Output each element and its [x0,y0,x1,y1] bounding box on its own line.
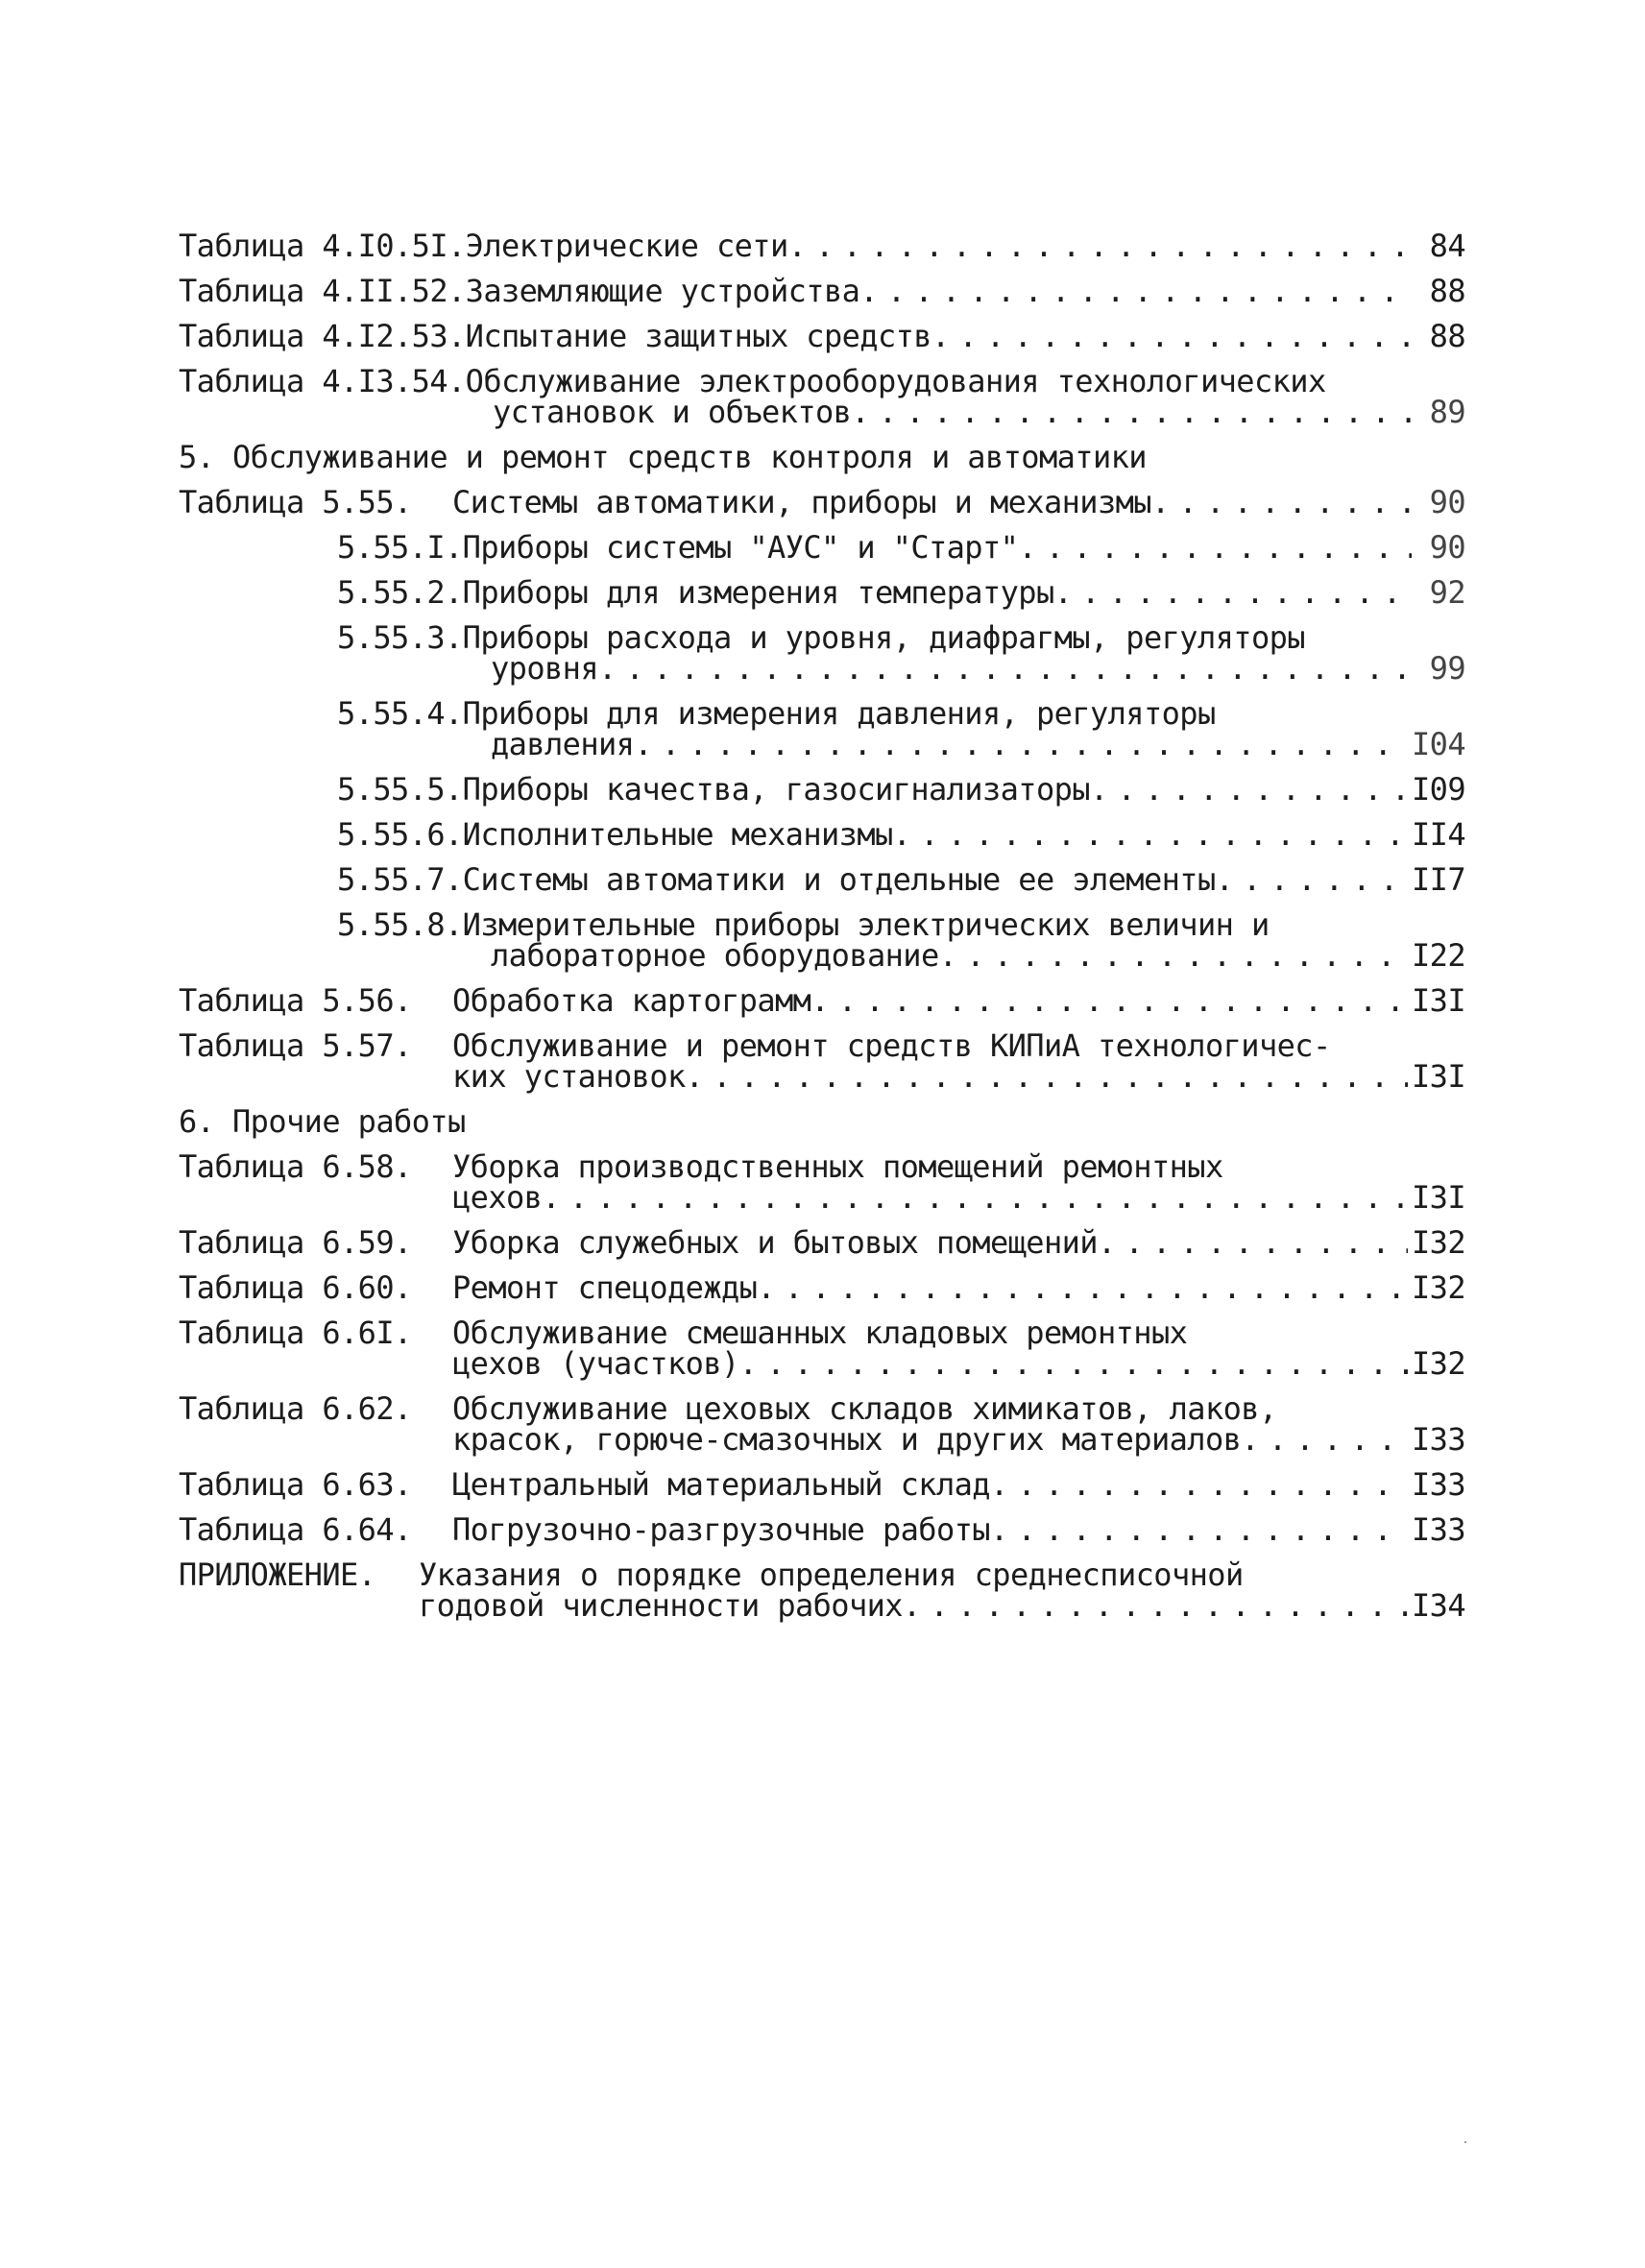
leader-dots [810,985,1408,1016]
toc-entry-page: I33 [1412,1421,1465,1458]
toc-entry-label: Таблица 6.63. [179,1466,412,1503]
toc-entry[interactable] [179,982,1465,1019]
toc-entry-page: II7 [1412,861,1465,898]
section-heading-text: 5. Обслуживание и ремонт средств контроля и автоматики [179,439,1147,475]
toc-subentry-num: 5.55.7. [337,861,463,898]
leader-dots [851,397,1412,427]
toc-entry[interactable] [179,1224,1465,1261]
toc-subentry[interactable] [179,861,1465,898]
toc-entry-page: I22 [1412,937,1465,974]
toc-entry-label: Таблица 6.59. [179,1224,412,1261]
toc-subentry-title: Приборы расхода и уровня, диафрагмы, регуляторы [462,619,1305,656]
leader-dots [634,729,1408,760]
toc-subentry-num: 5.55.6. [337,816,463,853]
leader-dots [1216,864,1408,895]
toc-entry-label: Таблица 4.I2.53. [179,318,466,354]
toc-entry-page: 99 [1429,650,1465,687]
toc-entry-page: 89 [1429,394,1465,430]
toc-entry-label: Таблица 5.56. [179,982,412,1019]
toc-entry-title: Электрические сети [465,228,788,264]
toc-entry-page: 88 [1429,273,1465,309]
toc-subentry-title-cont: лабораторное оборудование [491,937,939,974]
toc-entry-label: Таблица 6.6I. [179,1315,412,1351]
toc-entry[interactable] [179,273,1465,309]
toc-entry-label: Таблица 5.55. [179,484,412,520]
toc-subentry[interactable] [179,816,1465,853]
leader-dots [686,1061,1408,1092]
toc-subentry-num: 5.55.5. [337,771,463,808]
toc-subentry-title: Приборы для измерения давления, регуляторы [462,695,1216,732]
toc-entry-page: I3I [1412,982,1465,1019]
toc-subentry-title: Приборы качества, газосигнализаторы [462,771,1090,808]
leader-dots [1090,774,1408,805]
toc-entry-page: I04 [1412,726,1465,762]
toc-subentry-title: Приборы для измерения температуры [462,574,1054,611]
leader-dots [598,653,1412,684]
toc-entry-title-cont: цехов [452,1179,543,1216]
toc-subentry[interactable] [179,574,1465,611]
toc-entry-page: I3I [1412,1179,1465,1216]
table-of-contents [179,230,1465,1635]
toc-entry-page: 92 [1429,574,1465,611]
scan-speck [1464,2141,1466,2143]
toc-entry-label: ПРИЛОЖЕНИЕ. [179,1556,376,1593]
toc-subentry-num: 5.55.2. [337,574,463,611]
toc-entry-page: I32 [1412,1224,1465,1261]
leader-dots [893,819,1408,850]
toc-subentry-num: 5.55.3. [337,619,463,656]
leader-dots [990,1469,1408,1500]
leader-dots [903,1590,1408,1621]
toc-entry-title: Обслуживание цеховых складов химикатов, лаков, [452,1390,1277,1427]
toc-entry-title-cont: красок, горюче-смазочных и других материалов [452,1421,1242,1458]
toc-entry[interactable] [179,228,1465,264]
toc-entry-title: Обслуживание и ремонт средств КИПиА технологичес- [452,1027,1331,1064]
leader-dots [1018,532,1412,563]
toc-entry-label: Таблица 6.62. [179,1390,412,1427]
toc-entry-title: Системы автоматики, приборы и механизмы [452,484,1151,520]
toc-entry[interactable] [179,1511,1465,1548]
toc-entry[interactable] [179,484,1465,520]
toc-entry-title: Заземляющие устройства [465,273,860,309]
toc-entry-page: 90 [1429,529,1465,566]
leader-dots [1054,577,1412,608]
toc-entry[interactable] [179,1466,1465,1503]
toc-entry-title-cont: годовой численности рабочих [419,1587,903,1624]
toc-entry-page: I3I [1412,1058,1465,1095]
section-heading[interactable] [179,1103,1465,1140]
toc-entry-title: Ремонт спецодежды [452,1269,758,1306]
section-heading[interactable] [179,439,1465,475]
toc-entry-title: Указания о порядке определения среднесписочной [419,1556,1244,1593]
leader-dots [931,321,1412,351]
leader-dots [1098,1227,1408,1258]
toc-entry-title: Обработка картограмм [452,982,811,1019]
toc-entry[interactable] [179,318,1465,354]
leader-dots [1241,1424,1408,1455]
leader-dots [990,1514,1408,1545]
toc-entry-title-cont: установок и объектов [493,394,852,430]
leader-dots [1151,487,1412,518]
toc-subentry-title-cont: уровня [491,650,598,687]
toc-entry-page: 84 [1429,228,1465,264]
toc-subentry-title: Измерительные приборы электрических величин и [462,906,1270,943]
leader-dots [939,940,1408,971]
toc-entry-title: Обслуживание смешанных кладовых ремонтных [452,1315,1188,1351]
toc-entry-title: Центральный материальный склад [452,1466,990,1503]
toc-entry[interactable] [179,1315,1465,1382]
toc-entry-label: Таблица 6.58. [179,1148,412,1185]
toc-entry-page: I32 [1412,1269,1465,1306]
toc-subentry[interactable] [179,771,1465,808]
toc-subentry-title: Исполнительные механизмы [462,816,893,853]
toc-subentry[interactable] [179,695,1465,762]
toc-subentry[interactable] [179,906,1465,974]
section-heading-text: 6. Прочие работы [179,1103,466,1140]
toc-entry-title-cont: ких установок [452,1058,686,1095]
toc-entry-page: II4 [1412,816,1465,853]
toc-entry-title-cont: цехов (участков) [452,1345,739,1382]
toc-entry-label: Таблица 4.I0.5I. [179,228,466,264]
toc-subentry-num: 5.55.8. [337,906,463,943]
toc-entry-title: Погрузочно-разгрузочные работы [452,1511,990,1548]
leader-dots [739,1348,1408,1379]
leader-dots [757,1272,1408,1303]
toc-entry[interactable] [179,1148,1465,1216]
toc-entry-page: I33 [1412,1466,1465,1503]
toc-entry-title: Испытание защитных средств [465,318,931,354]
toc-entry-appendix[interactable] [179,1556,1465,1624]
toc-entry-page: 88 [1429,318,1465,354]
toc-subentry-num: 5.55.I. [337,529,463,566]
toc-entry-label: Таблица 4.II.52. [179,273,466,309]
toc-subentry[interactable] [179,529,1465,566]
toc-entry-page: I09 [1412,771,1465,808]
toc-subentry[interactable] [179,619,1465,687]
toc-entry-label: Таблица 5.57. [179,1027,412,1064]
leader-dots [859,276,1412,306]
toc-subentry-title-cont: давления [491,726,635,762]
toc-entry-page: I34 [1412,1587,1465,1624]
toc-subentry-title: Системы автоматики и отдельные ее элементы [462,861,1216,898]
toc-entry-label: Таблица 4.I3.54. [179,363,466,399]
toc-entry-label: Таблица 6.60. [179,1269,412,1306]
toc-entry[interactable] [179,363,1465,430]
toc-entry-title: Уборка служебных и бытовых помещений [452,1224,1098,1261]
leader-dots [788,230,1412,261]
toc-entry-page: I32 [1412,1345,1465,1382]
toc-entry[interactable] [179,1027,1465,1095]
toc-subentry-title: Приборы системы "АУС" и "Старт" [462,529,1019,566]
toc-entry-page: I33 [1412,1511,1465,1548]
toc-entry-page: 90 [1429,484,1465,520]
toc-entry-title: Уборка производственных помещений ремонтных [452,1148,1223,1185]
toc-entry[interactable] [179,1390,1465,1458]
toc-subentry-num: 5.55.4. [337,695,463,732]
toc-entry-label: Таблица 6.64. [179,1511,412,1548]
toc-entry-title: Обслуживание электрооборудования технологических [465,363,1326,399]
leader-dots [542,1182,1408,1213]
toc-entry[interactable] [179,1269,1465,1306]
